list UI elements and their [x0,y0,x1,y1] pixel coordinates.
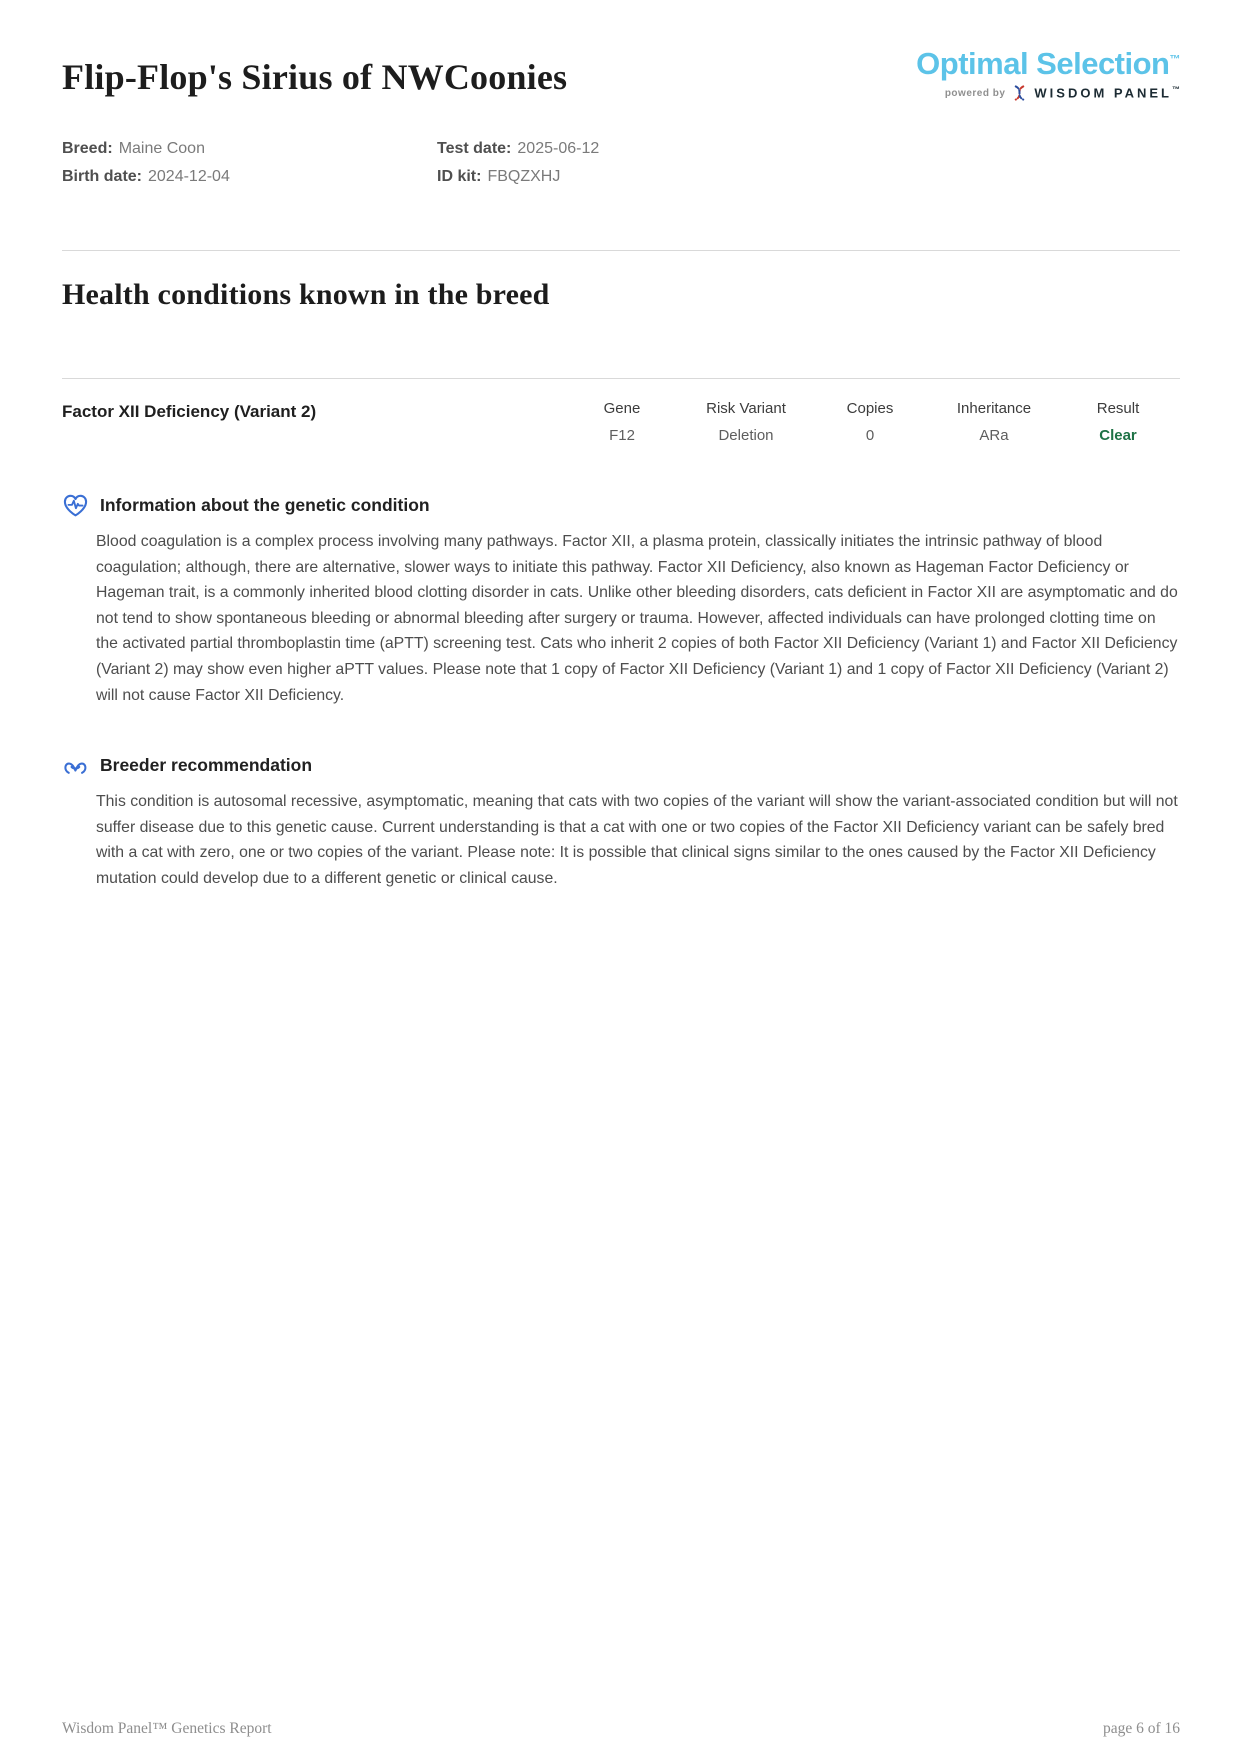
brand-name: Optimal Selection [916,46,1170,81]
info-section-body: Blood coagulation is a complex process involving many pathways. Factor XII, a plasma protein, classically initiates the intrinsic pathway of blood coagulation; although, there are alternative, slower ways to initiate this pathway. Factor XII Deficiency, also known as Hageman Factor Deficiency or Hageman trait, is a commonly inherited blood clotting disorder in cats. Unlike other bleeding disorders, cats deficient in Factor XII are asymptomatic and do not tend to show spontaneous bleeding or abnormal bleeding after surgery or trauma. However, affected individuals can have prolonged clotting time on the activated partial thromboplastin time (aPTT) screening test. Cats who inherit 2 copies of both Factor XII Deficiency (Variant 1) and Factor XII Deficiency (Variant 2) may show even higher aPTT values. Please note that 1 copy of Factor XII Deficiency (Variant 1) and 1 copy of Factor XII Deficiency (Variant 2) will not cause Factor XII Deficiency. [96,533,1178,704]
meta-column-left [62,135,437,191]
birth-date-label: Birth date: [62,168,142,185]
powered-by-row [916,85,1180,101]
page-title: Flip-Flop's Sirius of NWCoonies [62,57,568,97]
recommendation-section-body: This condition is autosomal recessive, asymptomatic, meaning that cats with two copies of the variant will show the variant-associated condition but will not suffer disease due to this genetic cause. Current understanding is that a cat with one or two copies of the Factor XII Deficiency variant can be safely bred with a cat with zero, one or two copies of the variant. Please note: It is possible that clinical signs similar to the ones caused by the Factor XII Deficiency mutation could develop due to a different genetic or clinical cause. [96,793,1178,887]
section-heading: Health conditions known in the breed [62,278,550,311]
inheritance-value: ARa [979,427,1009,444]
partner-wordmark [1034,85,1180,100]
result-column [1056,400,1180,444]
ribbon-icon [62,753,89,778]
test-date-value: 2025-06-12 [517,140,600,157]
header-divider [62,250,1180,251]
id-kit-value: FBQZXHJ [487,168,561,185]
birth-date-row [62,163,437,191]
gene-value: F12 [609,427,635,444]
inheritance-header: Inheritance [956,400,1032,417]
info-section-title: Information about the genetic condition [100,495,430,515]
genetic-condition-info-section [62,493,1180,708]
recommendation-section-title: Breeder recommendation [100,755,313,776]
test-date-label: Test date: [437,140,512,157]
report-header [62,0,1180,101]
breed-value: Maine Coon [118,140,205,157]
breeder-recommendation-section [62,753,1180,891]
id-kit-label: ID kit: [437,168,482,185]
condition-name: Factor XII Deficiency (Variant 2) [62,402,317,421]
recommendation-section-header [62,753,1180,778]
condition-row [62,400,1180,444]
copies-header: Copies [846,400,894,417]
partner-trademark: ™ [1172,85,1180,95]
result-value-clear: Clear [1099,427,1137,444]
page-footer [62,1720,1180,1738]
brand-wordmark [916,46,1180,82]
risk-variant-value: Deletion [718,427,774,444]
footer-report-name: Wisdom Panel™ Genetics Report [62,1720,272,1737]
pet-meta [62,135,1180,191]
inheritance-column [932,400,1056,444]
dna-helix-icon [1012,85,1027,101]
birth-date-value: 2024-12-04 [148,168,230,185]
optimal-selection-logo [916,46,1180,101]
risk-variant-header: Risk Variant [706,400,786,417]
heart-pulse-icon [62,493,89,518]
risk-variant-column [684,400,808,444]
partner-name: WISDOM PANEL [1034,85,1172,101]
test-date-row [437,135,812,163]
powered-by-label: powered by [944,87,1006,99]
meta-column-right [437,135,812,191]
result-header: Result [1096,400,1140,417]
copies-column [808,400,932,444]
footer-page-number: page 6 of 16 [1102,1720,1180,1737]
gene-header: Gene [603,400,641,417]
id-kit-row [437,163,812,191]
breed-label: Breed: [62,140,113,157]
copies-value: 0 [865,427,875,444]
info-section-header [62,493,1180,518]
breed-row [62,135,437,163]
brand-trademark: ™ [1169,53,1180,66]
table-top-divider [62,378,1180,379]
gene-column [560,400,684,444]
